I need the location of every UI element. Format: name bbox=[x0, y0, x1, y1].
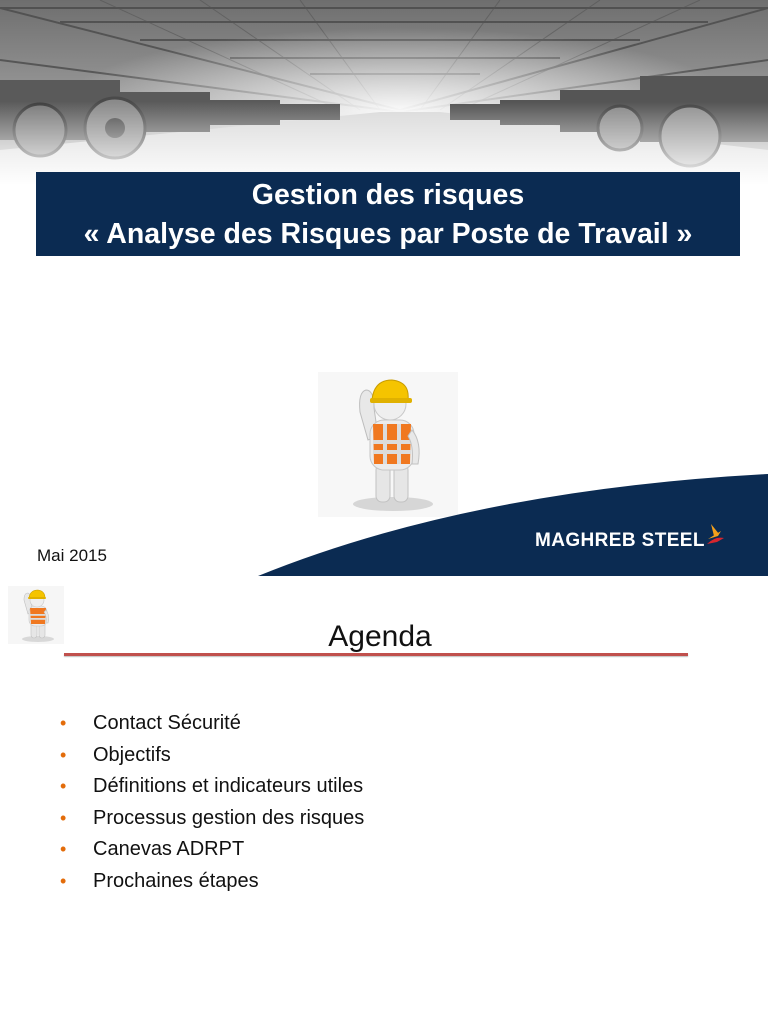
bullet-icon: • bbox=[60, 744, 67, 765]
bullet-icon: • bbox=[60, 870, 67, 891]
agenda-slide bbox=[0, 576, 768, 1024]
bullet-icon: • bbox=[60, 839, 67, 859]
agenda-item-label: Objectifs bbox=[93, 743, 171, 766]
agenda-item-label: Prochaines étapes bbox=[93, 869, 259, 892]
presentation-date: Mai 2015 bbox=[37, 546, 107, 565]
agenda-item-label: Contact Sécurité bbox=[93, 712, 241, 734]
bullet-icon: • bbox=[60, 807, 67, 828]
bullet-icon: • bbox=[60, 713, 67, 733]
agenda-item-label: Processus gestion des risques bbox=[93, 806, 365, 829]
agenda-title: Agenda bbox=[328, 620, 432, 653]
agenda-list bbox=[60, 708, 364, 897]
list-item bbox=[60, 803, 364, 835]
list-item bbox=[60, 708, 364, 740]
agenda-item-label: Définitions et indicateurs utiles bbox=[93, 775, 364, 797]
bullet-icon: • bbox=[60, 776, 67, 796]
list-item bbox=[60, 740, 364, 772]
title-underline bbox=[64, 653, 688, 656]
list-item bbox=[60, 866, 364, 898]
maghreb-steel-logo-mark-icon bbox=[705, 522, 725, 548]
list-item bbox=[60, 834, 364, 866]
agenda-item-label: Canevas ADRPT bbox=[93, 838, 245, 860]
brand-name: MAGHREB STEEL bbox=[535, 530, 705, 551]
list-item bbox=[60, 771, 364, 803]
title-line-2: « Analyse des Risques par Poste de Travail » bbox=[83, 218, 693, 250]
title-line-1: Gestion des risques bbox=[251, 179, 525, 211]
